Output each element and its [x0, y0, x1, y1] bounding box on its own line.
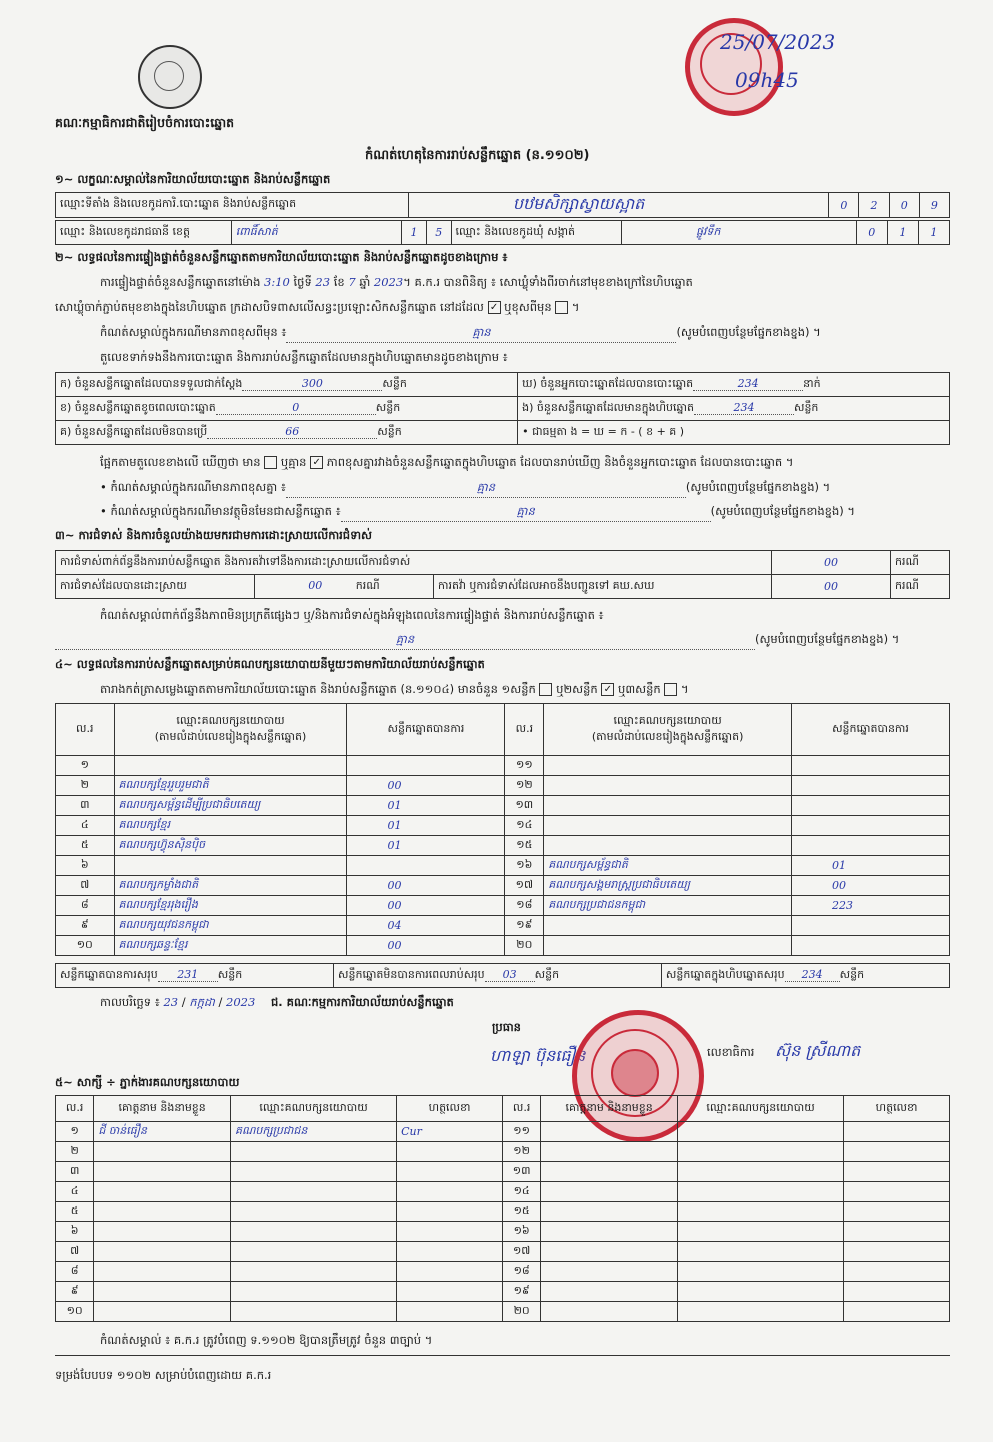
result-votes: 01: [347, 836, 505, 856]
total-in-box: សន្លឹកឆ្នោតក្នុងហិបឆ្នោតសរុប 234 សន្លឹក: [661, 964, 949, 988]
result-no: ៨: [56, 896, 115, 916]
result-no: ៤: [56, 816, 115, 836]
witness-name: [541, 1202, 678, 1222]
row-ngo: ង) ចំនួនសន្លឹកឆ្នោតដែលមានក្នុងហិបឆ្នោត 234 សន្លឹក: [518, 397, 950, 421]
table-row: [56, 756, 950, 776]
result-votes: 00: [791, 876, 949, 896]
witness-sign: [844, 1202, 950, 1222]
witness-sign: [397, 1262, 503, 1282]
row-kha: ខ) ចំនួនសន្លឹកឆ្នោតខូចពេលបោះឆ្នោត 0 សន្លឹក: [56, 397, 518, 421]
witness-sign: [397, 1142, 503, 1162]
table-row: [56, 1242, 950, 1262]
witness-party: [677, 1122, 843, 1142]
col-party-right: ឈ្មោះគណបក្សនយោបាយ (តាមលំដាប់លេខរៀងក្នុងសន្លឹកឆ្នោត): [544, 704, 792, 756]
witness-name: ជី ចាន់ធឿន: [94, 1122, 231, 1142]
result-votes: [791, 916, 949, 936]
forwarded-unit: ករណី: [891, 575, 950, 599]
w-col-sign-left: ហត្ថលេខា: [397, 1096, 503, 1122]
ballot-counts-table: [55, 372, 950, 445]
witness-sign: [844, 1302, 950, 1322]
witness-party: គណបក្សប្រជាជន: [230, 1122, 396, 1142]
witness-no: ៨: [56, 1262, 94, 1282]
note2: • កំណត់សម្គាល់ក្នុងករណីមានភាពខុសគ្នា ៖ គ្មាន (សូមបំពេញបន្ថែមផ្នែកខាងខ្នង) ។: [100, 480, 830, 498]
witness-name: [541, 1182, 678, 1202]
witness-no: ១៨: [502, 1262, 540, 1282]
commune-value: ផ្លូវទឹក: [621, 221, 856, 245]
intro-line: តួលេខទាក់ទងនឹងការបោះឆ្នោត និងការរាប់សន្លឹកឆ្នោតដែលមានក្នុងហិបឆ្នោតមានដូចខាងក្រោម ៖: [100, 350, 508, 364]
result-party: [544, 916, 792, 936]
witness-no: ៥: [56, 1202, 94, 1222]
witness-name: [94, 1162, 231, 1182]
w-col-sign-right: ហត្ថលេខា: [844, 1096, 950, 1122]
witness-no: ៩: [56, 1282, 94, 1302]
sheet-count-line: តារាងកត់ត្រាសម្លេងឆ្នោតតាមការិយាល័យបោះឆ្នោត និងរាប់សន្លឹកឆ្នោត (ន.១១០៤) មានចំនួន ១សន្លឹក ឬ២សន្លឹក ✓ ឬ៣សន្លឹក ។: [100, 682, 689, 696]
section3-heading: ៣~ ការជំទាស់ និងការចំនួលយ៉ាងយមករជាមការដោះស្រាយលើការជំទាស់: [55, 528, 372, 542]
s3-note-label: កំណត់សម្គាល់ពាក់ព័ន្ធនឹងភាពមិនប្រក្រតីផ្សេងៗ ឬ/និងការជំទាស់ក្នុងអំឡុងពេលនៃការផ្ទៀងផ្ទាត់ និងការរាប់សន្លឹកឆ្នោត ៖: [100, 608, 604, 622]
result-votes: [791, 756, 949, 776]
witness-table: [55, 1095, 950, 1322]
witness-name: [94, 1202, 231, 1222]
result-votes: 00: [347, 936, 505, 956]
witness-sign: [397, 1162, 503, 1182]
verify-line2: សោឃ្លុំចាក់ភ្ជាប់តមុខខាងក្នុងនៃហិបឆ្នោត ក្រដាសបិទពាសលើសន្ធះប្រឡោះសិកសន្លឹកឆ្នោត នៅដដែល ✓ ឬខុសពីមុន ។: [55, 300, 580, 314]
table-row: [56, 776, 950, 796]
form-title: កំណត់ហេតុនៃការរាប់សន្លឹកឆ្នោត (ន.១១០២): [365, 148, 590, 163]
witness-no: ១៩: [502, 1282, 540, 1302]
witness-name: [94, 1142, 231, 1162]
witness-party: [230, 1242, 396, 1262]
section1-heading: ១~ លក្ខណៈសម្គាល់នៃការិយាល័យបោះឆ្នោត និងរាប់សន្លឹកឆ្នោត: [55, 172, 331, 186]
result-votes: 01: [347, 816, 505, 836]
witness-party: [677, 1302, 843, 1322]
nec-logo-icon: [138, 45, 202, 109]
table-row: [56, 1202, 950, 1222]
col-no-right: ល.រ: [505, 704, 544, 756]
witness-no: ៤: [56, 1182, 94, 1202]
witness-no: ១៧: [502, 1242, 540, 1262]
result-party: គណបក្សយុវជនកម្ពុជា: [114, 916, 347, 936]
result-no: ៦: [56, 856, 115, 876]
commune-code-3: 1: [918, 221, 949, 245]
witness-sign: Cur: [397, 1122, 503, 1142]
result-votes: [347, 756, 505, 776]
result-no: ១២: [505, 776, 544, 796]
witness-sign: [397, 1282, 503, 1302]
result-no: ២០: [505, 936, 544, 956]
witness-party: [677, 1142, 843, 1162]
result-no: ១៣: [505, 796, 544, 816]
witness-name: [541, 1242, 678, 1262]
witness-no: ២០: [502, 1302, 540, 1322]
table-row: [56, 1282, 950, 1302]
result-party: គណបក្សឆន្ទៈខ្មែរ: [114, 936, 347, 956]
witness-name: [541, 1282, 678, 1302]
witness-party: [677, 1242, 843, 1262]
stamp-date: 25/07/2023: [720, 30, 836, 54]
witness-no: ១៣: [502, 1162, 540, 1182]
result-party: [544, 776, 792, 796]
province-value: ពោធិ៍សាត់: [231, 221, 401, 245]
objection-unit: ករណី: [891, 551, 950, 575]
witness-sign: [844, 1162, 950, 1182]
footnote: កំណត់សម្គាល់ ៖ គ.ក.រ ត្រូវបំពេញ ទ.១១០២ ឱ្យបានត្រឹមត្រូវ ចំនួន ៣ច្បាប់ ។: [100, 1333, 433, 1347]
witness-sign: [844, 1242, 950, 1262]
result-party: គណបក្សប្រជាជនកម្ពុជា: [544, 896, 792, 916]
president-label: ប្រធាន: [492, 1020, 521, 1034]
footer-divider: [55, 1355, 950, 1356]
result-votes: [791, 776, 949, 796]
result-no: ១៩: [505, 916, 544, 936]
table-row: [56, 936, 950, 956]
witness-party: [230, 1162, 396, 1182]
section1-table-row2: [55, 220, 950, 245]
checkbox-2-sheet[interactable]: ✓: [601, 683, 614, 696]
result-no: ២: [56, 776, 115, 796]
result-no: ១១: [505, 756, 544, 776]
witness-no: ១: [56, 1122, 94, 1142]
province-label: ឈ្មោះ និងលេខកូដរាជធានី ខេត្ត: [56, 221, 232, 245]
checkbox-has-diff[interactable]: [264, 456, 277, 469]
result-votes: [791, 796, 949, 816]
result-no: ៣: [56, 796, 115, 816]
commune-label: ឈ្មោះ និងលេខកូដឃុំ សង្កាត់: [451, 221, 621, 245]
witness-name: [541, 1262, 678, 1282]
witness-party: [230, 1222, 396, 1242]
objections-table: [55, 550, 950, 599]
result-no: ១៤: [505, 816, 544, 836]
totals-table: [55, 963, 950, 988]
result-no: ១: [56, 756, 115, 776]
section5-heading: ៥~ សាក្សី ÷ ភ្នាក់ងារគណបក្សនយោបាយ: [55, 1075, 240, 1089]
row-ko: គ) ចំនួនសន្លឹកឆ្នោតដែលមិនបានប្រើ 66 សន្លឹក: [56, 421, 518, 445]
result-party: គណបក្សខ្មែររុងរឿង: [114, 896, 347, 916]
resolved-value: 00 ករណី: [255, 575, 434, 599]
secretary-signature: ស៊ុន ស្រីណាត: [775, 1041, 861, 1060]
witness-name: [94, 1222, 231, 1242]
verify-line1: ការផ្ទៀងផ្ទាត់ចំនួនសន្លឹកឆ្នោតនៅម៉ោង 3:10 ថ្ងៃទី 23 ខែ 7 ឆ្នាំ 2023។ គ.ក.រ បានពិនិត្យ ៖ សោឃ្លុំទាំងពីរចាក់នៅមុខខាងក្រៅនៃហិបឆ្នោត: [100, 275, 693, 289]
w-col-party-left: ឈ្មោះគណបក្សនយោបាយ: [230, 1096, 396, 1122]
result-party: គណបក្សខ្មែរ: [114, 816, 347, 836]
table-row: [56, 856, 950, 876]
witness-no: ៣: [56, 1162, 94, 1182]
result-no: ១៥: [505, 836, 544, 856]
total-valid: សន្លឹកឆ្នោតបានការសរុប 231 សន្លឹក: [56, 964, 334, 988]
witness-party: [677, 1202, 843, 1222]
table-row: [56, 1122, 950, 1142]
resolved-label: ការជំទាស់ដែលបានដោះស្រាយ: [56, 575, 255, 599]
total-invalid: សន្លឹកឆ្នោតមិនបានការពេលរាប់សរុប 03 សន្លឹក: [334, 964, 662, 988]
section4-heading: ៤~ លទ្ធផលនៃការរាប់សន្លឹកឆ្នោតសម្រាប់គណបក្សនយោបាយនីមួយៗតាមការិយាល័យរាប់សន្លឹកឆ្នោត: [55, 657, 485, 671]
witness-name: [541, 1142, 678, 1162]
location-code-3: 0: [889, 193, 919, 218]
witness-sign: [397, 1182, 503, 1202]
table-row: [56, 836, 950, 856]
s3-note: គ្មាន (សូមបំពេញបន្ថែមផ្នែកខាងខ្នង) ។: [55, 632, 899, 650]
table-row: [56, 896, 950, 916]
witness-sign: [844, 1222, 950, 1242]
witness-party: [677, 1222, 843, 1242]
result-votes: [791, 836, 949, 856]
witness-sign: [844, 1122, 950, 1142]
objection-label: ការជំទាស់ពាក់ព័ន្ធនឹងការរាប់សន្លឹកឆ្នោត និងការតវ៉ាទៅនឹងការដោះស្រាយលើការជំទាស់: [56, 551, 772, 575]
result-party: [114, 856, 347, 876]
witness-party: [677, 1262, 843, 1282]
witness-name: [94, 1262, 231, 1282]
witness-name: [541, 1162, 678, 1182]
diff-check-line: ផ្អែកតាមតួលេខខាងលើ ឃើញថា មាន ឬគ្មាន ✓ ភាពខុសគ្នារវាងចំនួនសន្លឹកឆ្នោតក្នុងហិបឆ្នោត ដែលបានរាប់ឃើញ និងចំនួនអ្នកបោះឆ្នោត ដែលបានបោះឆ្នោត ។: [100, 455, 794, 469]
result-party: គណបក្សសង្គមរាស្ត្រប្រជាធិបតេយ្យ: [544, 876, 792, 896]
forwarded-value: 00: [772, 575, 891, 599]
witness-name: [94, 1242, 231, 1262]
witness-no: ១៦: [502, 1222, 540, 1242]
checkbox-3-sheet[interactable]: [664, 683, 677, 696]
witness-party: [230, 1302, 396, 1322]
col-votes-right: សន្លឹកឆ្នោតបានការ: [791, 704, 949, 756]
witness-party: [677, 1182, 843, 1202]
result-no: ១៦: [505, 856, 544, 876]
checkbox-1-sheet[interactable]: [539, 683, 552, 696]
result-party: គណបក្សសម្ព័ន្ធជាតិ: [544, 856, 792, 876]
witness-sign: [397, 1302, 503, 1322]
result-party: គណបក្សសម្ព័ន្ធដើម្បីប្រជាធិបតេយ្យ: [114, 796, 347, 816]
result-votes: [791, 816, 949, 836]
witness-party: [230, 1282, 396, 1302]
table-row: [56, 1302, 950, 1322]
result-no: ៧: [56, 876, 115, 896]
objection-value: 00: [772, 551, 891, 575]
note1: កំណត់សម្គាល់ក្នុងករណីមានភាពខុសពីមុន ៖ គ្មាន (សូមបំពេញបន្ថែមផ្នែកខាងខ្នង) ។: [100, 325, 821, 343]
footer-text: ទម្រង់បែបបទ ១១០២ សម្រាប់បំពេញដោយ គ.ក.រ: [55, 1368, 272, 1382]
witness-no: ១០: [56, 1302, 94, 1322]
witness-name: [94, 1182, 231, 1202]
org-name: គណៈកម្មាធិការជាតិរៀបចំការបោះឆ្នោត: [55, 115, 235, 130]
witness-no: ១៤: [502, 1182, 540, 1202]
result-no: ១០: [56, 936, 115, 956]
result-party: គណបក្សខ្មែររួបរួមជាតិ: [114, 776, 347, 796]
result-votes: [791, 936, 949, 956]
result-party: [114, 756, 347, 776]
witness-no: ១៥: [502, 1202, 540, 1222]
witness-no: ១១: [502, 1122, 540, 1142]
forwarded-label: ការតវ៉ា ឬការជំទាស់ដែលអាចនឹងបញ្ជូនទៅ គឃ.សឃ: [434, 575, 772, 599]
result-no: ១៧: [505, 876, 544, 896]
witness-party: [230, 1142, 396, 1162]
result-no: ១៨: [505, 896, 544, 916]
table-row: [56, 796, 950, 816]
table-row: [56, 1222, 950, 1242]
note3: • កំណត់សម្គាល់ក្នុងករណីមានវត្ថុមិនមែនជាសន្លឹកឆ្នោត ៖ គ្មាន (សូមបំពេញបន្ថែមផ្នែកខាងខ្នង) ។: [100, 504, 855, 522]
witness-name: [541, 1222, 678, 1242]
province-code-2: 5: [426, 221, 451, 245]
witness-no: ៧: [56, 1242, 94, 1262]
witness-name: [541, 1122, 678, 1142]
table-row: [56, 816, 950, 836]
result-votes: 01: [347, 796, 505, 816]
section2-heading: ២~ លទ្ធផលនៃការផ្ទៀងផ្ទាត់ចំនួនសន្លឹកឆ្នោតតាមការិយាល័យបោះឆ្នោត និងរាប់សន្លឹកឆ្នោតដូចខាងក្រោម ៖: [55, 250, 508, 264]
table-row: [56, 1262, 950, 1282]
result-party: [544, 836, 792, 856]
date-line: កាលបរិច្ឆេទ ៖ 23 / កក្កដា / 2023 ជ. គណៈកម្មការការិយាល័យរាប់សន្លឹកឆ្នោត: [100, 995, 454, 1009]
result-party: [544, 816, 792, 836]
result-votes: 04: [347, 916, 505, 936]
secretary-label: លេខាធិការ: [707, 1045, 755, 1059]
row-gho: ឃ) ចំនួនអ្នកបោះឆ្នោតដែលបានបោះឆ្នោត 234 នាក់: [518, 373, 950, 397]
w-col-no-right: ល.រ: [502, 1096, 540, 1122]
location-label: ឈ្មោះទីតាំង និងលេខកូដការិ.បោះឆ្នោត និងរាប់សន្លឹកឆ្នោត: [56, 193, 409, 218]
table-row: [56, 916, 950, 936]
result-party: [544, 756, 792, 776]
location-code-4: 9: [919, 193, 949, 218]
location-value: បឋមសិក្សាស្វាយស្អាត: [408, 193, 828, 218]
location-code-1: 0: [829, 193, 859, 218]
witness-party: [677, 1282, 843, 1302]
results-table: [55, 703, 950, 956]
witness-sign: [844, 1262, 950, 1282]
result-votes: 01: [791, 856, 949, 876]
checkbox-unchanged[interactable]: ✓: [488, 301, 501, 314]
witness-no: ១២: [502, 1142, 540, 1162]
witness-no: ៦: [56, 1222, 94, 1242]
col-no-left: ល.រ: [56, 704, 115, 756]
witness-sign: [397, 1202, 503, 1222]
table-row: [56, 1182, 950, 1202]
witness-name: [94, 1282, 231, 1302]
president-signature: ហាឡា ប៊ុនធឿន: [490, 1046, 586, 1065]
witness-name: [94, 1302, 231, 1322]
result-votes: 00: [347, 776, 505, 796]
commune-code-1: 0: [856, 221, 887, 245]
w-col-no-left: ល.រ: [56, 1096, 94, 1122]
result-party: [544, 936, 792, 956]
witness-party: [677, 1162, 843, 1182]
table-row: [56, 1142, 950, 1162]
result-party: គណបក្សកម្លាំងជាតិ: [114, 876, 347, 896]
witness-party: [230, 1182, 396, 1202]
table-row: [56, 876, 950, 896]
result-votes: [347, 856, 505, 876]
witness-sign: [844, 1182, 950, 1202]
witness-sign: [844, 1282, 950, 1302]
w-col-name-right: គោត្តនាម និងនាមខ្លួន: [541, 1096, 678, 1122]
w-col-name-left: គោត្តនាម និងនាមខ្លួន: [94, 1096, 231, 1122]
result-votes: 00: [347, 876, 505, 896]
witness-sign: [844, 1142, 950, 1162]
w-col-party-right: ឈ្មោះគណបក្សនយោបាយ: [677, 1096, 843, 1122]
formula: • ជាធម្មតា ង = ឃ = ក - ( ខ + គ ): [518, 421, 950, 445]
stamp-time: 09h45: [735, 68, 799, 92]
witness-name: [541, 1302, 678, 1322]
province-code-1: 1: [402, 221, 427, 245]
result-no: ៥: [56, 836, 115, 856]
table-row: [56, 1162, 950, 1182]
col-votes-left: សន្លឹកឆ្នោតបានការ: [347, 704, 505, 756]
section1-table: [55, 192, 950, 218]
witness-no: ២: [56, 1142, 94, 1162]
row-ka: ក) ចំនួនសន្លឹកឆ្នោតដែលបានទទួលជាក់ស្តែង 300 សន្លឹក: [56, 373, 518, 397]
witness-sign: [397, 1242, 503, 1262]
witness-sign: [397, 1222, 503, 1242]
location-code-2: 2: [859, 193, 889, 218]
witness-party: [230, 1262, 396, 1282]
checkbox-changed[interactable]: [555, 301, 568, 314]
commune-code-2: 1: [887, 221, 918, 245]
checkbox-no-diff[interactable]: ✓: [310, 456, 323, 469]
result-no: ៩: [56, 916, 115, 936]
result-votes: 223: [791, 896, 949, 916]
result-votes: 00: [347, 896, 505, 916]
col-party-left: ឈ្មោះគណបក្សនយោបាយ (តាមលំដាប់លេខរៀងក្នុងសន្លឹកឆ្នោត): [114, 704, 347, 756]
witness-party: [230, 1202, 396, 1222]
result-party: គណបក្សហ៊្វុនស៊ិនប៉ិច: [114, 836, 347, 856]
result-party: [544, 796, 792, 816]
